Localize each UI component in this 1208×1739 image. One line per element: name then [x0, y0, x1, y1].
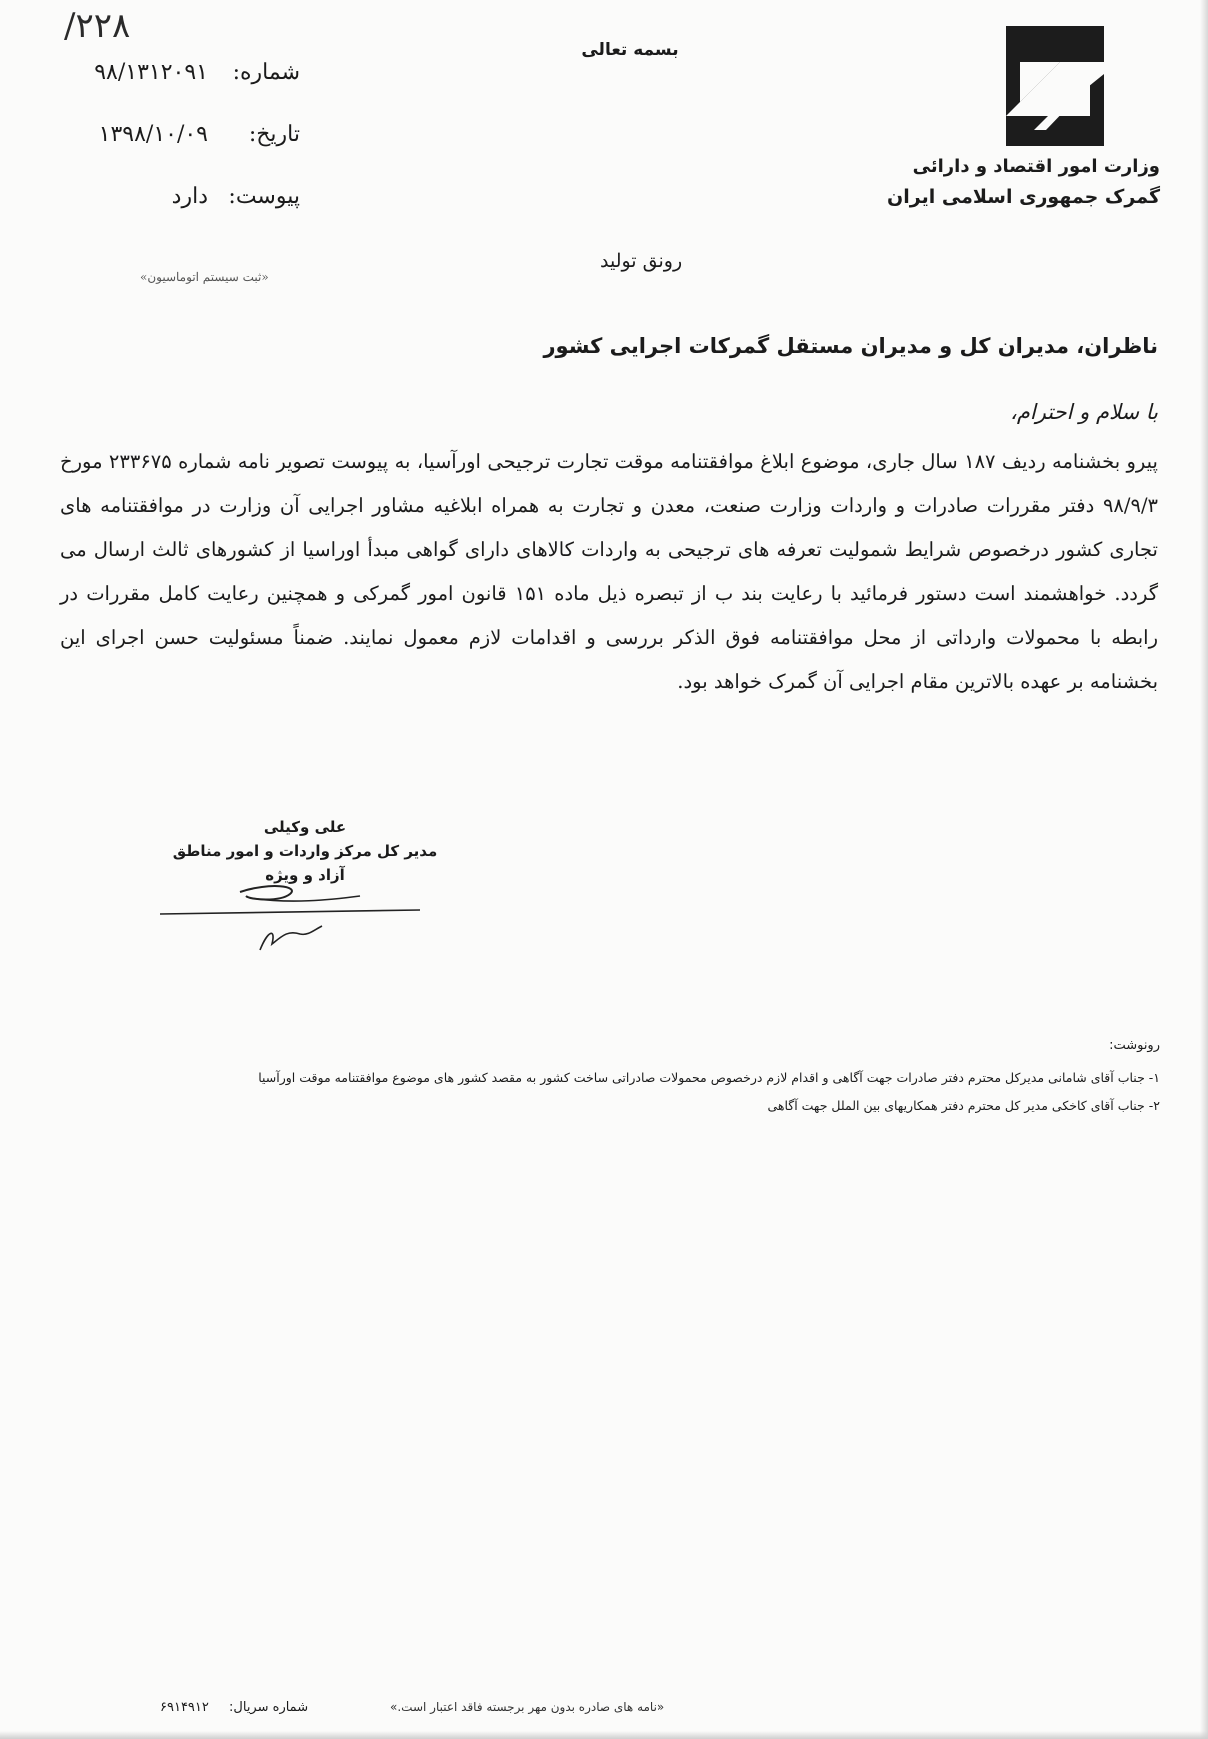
basmala: بسمه تعالی: [581, 40, 679, 60]
footer-note: «نامه های صادره بدون مهر برجسته فاقد اعتبار است.»: [390, 1700, 665, 1714]
signature-block: [170, 815, 440, 887]
cc-item: ۲- جناب آقای کاخکی مدیر کل محترم دفتر همکاریهای بین الملل جهت آگاهی: [767, 1098, 1160, 1113]
number-row: [60, 60, 300, 122]
letter-meta: [60, 60, 300, 246]
customs-logo-icon: [1000, 22, 1110, 150]
signatory-name: علی وکیلی: [263, 818, 347, 836]
ministry-header: [840, 152, 1160, 212]
cc-title: رونوشت:: [1109, 1038, 1160, 1053]
letter-body: [60, 440, 1158, 704]
attachment-value: دارد: [171, 184, 208, 209]
customs-name: گمرک جمهوری اسلامی ایران: [887, 186, 1160, 208]
system-note: «ثبت سیستم اتوماسیون»: [140, 270, 269, 284]
serial-number: [160, 1700, 308, 1715]
date-label: تاریخ:: [248, 122, 300, 147]
cc-item: ۱- جناب آقای شامانی مدیرکل محترم دفتر صادرات جهت آگاهی و اقدام لازم درخصوص محمولات صادراتی ساخت کشور به مقصد کشور های موضوع موافقتنامه موقت اورآسیا: [258, 1070, 1160, 1085]
signatory-title: مدیر کل مرکز واردات و امور مناطق آزاد و ویژه: [172, 842, 438, 884]
attachment-label: پیوست:: [228, 184, 300, 209]
number-label: شماره:: [232, 60, 300, 85]
scan-edge: [1200, 0, 1208, 1739]
serial-value: ۶۹۱۴۹۱۲: [160, 1700, 209, 1715]
handwritten-number: ۲۲۸/: [64, 6, 131, 46]
greeting: با سلام و احترام،: [1010, 400, 1158, 424]
cc-list: [30, 1064, 1160, 1120]
slogan: رونق تولید: [600, 250, 683, 272]
addressee: ناظران، مدیران کل و مدیران مستقل گمرکات اجرایی کشور: [543, 334, 1158, 358]
date-value: ۱۳۹۸/۱۰/۰۹: [98, 122, 208, 147]
attachment-row: [60, 184, 300, 246]
date-row: [60, 122, 300, 184]
serial-label: شماره سریال:: [229, 1700, 309, 1715]
handwritten-signature-icon: [150, 880, 430, 960]
ministry-name: وزارت امور اقتصاد و دارائی: [912, 156, 1160, 177]
body-paragraph: پیرو بخشنامه ردیف ۱۸۷ سال جاری، موضوع ابلاغ موافقتنامه موقت تجارت ترجیحی اورآسیا، به پیوست تصویر نامه شماره ۲۳۳۶۷۵ مورخ ۹۸/۹/۳ دفتر مقررات صادرات و واردات وزارت صنعت، معدن و تجارت به همراه ابلاغیه مشاور اجرایی آن وزارت در موافقتنامه های تجاری کشور درخصوص شرایط شمولیت تعرفه های ترجیحی به واردات کالاهای دارای گواهی مبدأ اوراسیا از کشورهای ثالث ارسال می گردد. خواهشمند است دستور فرمائید با رعایت بند ب از تبصره ذیل ماده ۱۵۱ قانون امور گمرکی و همچنین رعایت کامل مقررات در رابطه با محمولات وارداتی از محل موافقتنامه فوق الذکر بررسی و اقدامات لازم معمول نمایند. ضمناً مسئولیت حسن اجرای این بخشنامه بر عهده بالاترین مقام اجرایی آن گمرک خواهد بود.: [60, 450, 1158, 693]
scan-bottom-edge: [0, 1731, 1208, 1739]
number-value: ۹۸/۱۳۱۲۰۹۱: [94, 60, 208, 85]
